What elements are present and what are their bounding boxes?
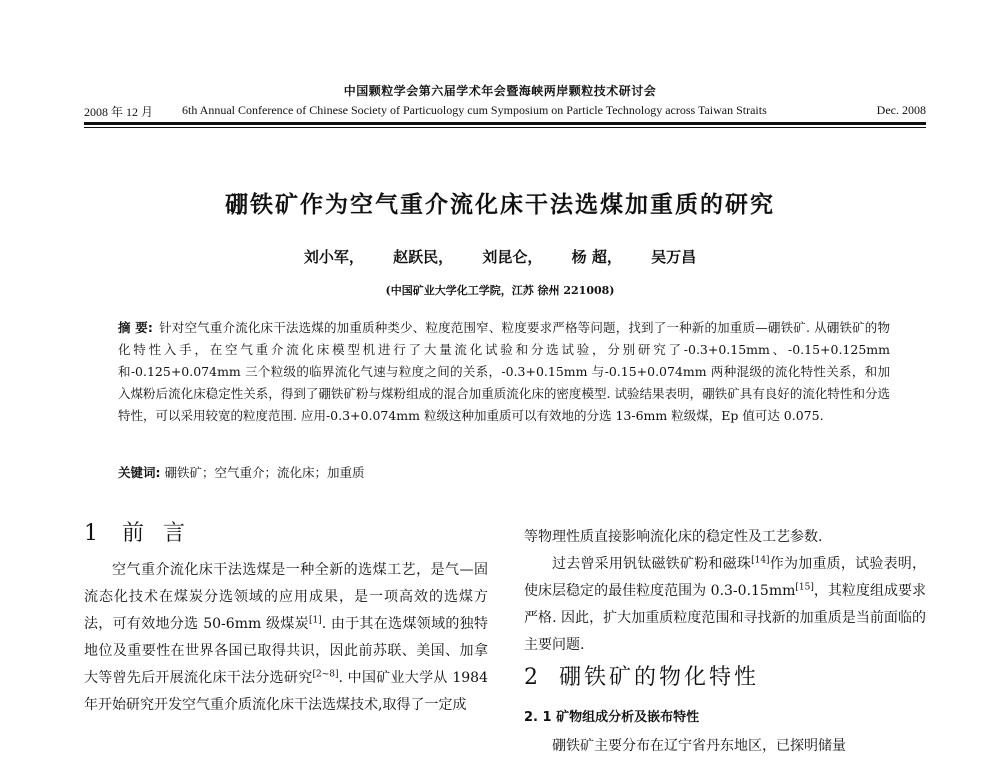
section-title: 硼铁矿的物化特性: [559, 665, 760, 690]
abstract: [118, 317, 890, 427]
text-run: . 中国矿业大学从 1984 年开始研究开发空气重介质流化床干法选煤技术,取得了一定成: [84, 670, 488, 713]
paragraph: 等物理性质直接影响流化床的稳定性及工艺参数.: [524, 529, 823, 545]
conference-title-cn: 中国颗粒学会第六届学术年会暨海峡两岸颗粒技术研讨会: [343, 84, 657, 98]
author: 吴万昌: [651, 248, 697, 266]
abstract-text: 针对空气重介流化床干法选煤的加重质种类少、粒度范围窄、粒度要求严格等问题，找到了一种新的加重质—硼铁矿. 从硼铁矿的物化特性入手，在空气重介流化床模型机进行了大量流化试验和分选试验，分别研究了-0.3+0.15mm、-0.15+0.125mm 和-0.125+0.074mm 三个粒级的临界流化气速与粒度之间的关系，-0.3+0.15mm 与-0.15+0.074mm 两种混级的流化特性关系，和加入煤粉后流化床稳定性关系，得到了硼铁矿粉与煤粉组成的混合加重质流化床的密度模型. 试验结果表明，硼铁矿具有良好的流化特性和分选特性，可以采用较宽的粒度范围. 应用-0.3+0.074mm 粒级这种加重质可以有效地的分选 13-6mm 粒级煤，Ep 值可达 0.075.: [118, 320, 890, 423]
keywords-label: 关键词:: [118, 465, 161, 480]
text-run: ，其粒度组成要求严格. 因此，扩大加重质粒度范围和寻找新的加重质是当前面临的主要问题.: [524, 583, 926, 653]
right-column: [524, 524, 926, 659]
subsection-heading: 2. 1 矿物组成分析及嵌布特性: [524, 710, 700, 725]
text-run: 过去曾采用钒钛磁铁矿粉和磁珠: [552, 556, 752, 572]
text-run: 空气重介流化床干法选煤是一种全新的选煤工艺，是气—固流态化技术在煤炭分选领域的应用成果，是一项高效的选煤方法，可有效地分选 50-6mm 级煤炭: [84, 562, 488, 632]
header-date-en: Dec. 2008: [876, 103, 926, 117]
citation: [1]: [308, 615, 322, 626]
section-number: 1: [84, 521, 104, 546]
text-run: 作为加重质，试验表明，使床层稳定的最佳粒度范围为 0.3-0.15mm: [524, 556, 927, 599]
paragraph: [524, 551, 926, 659]
header-rule-thin: [84, 127, 926, 128]
section-title: 前 言: [122, 521, 191, 546]
keywords-text: 硼铁矿；空气重介；流化床；加重质: [164, 465, 365, 480]
section-2-heading: [524, 660, 759, 691]
author: 杨 超，: [571, 248, 622, 266]
citation: [14]: [751, 555, 770, 566]
header-conference-en: 6th Annual Conference of Chinese Society of Particuology cum Symposium on Particle Technology across Taiwan Straits: [182, 103, 767, 117]
author: 赵跃民，: [393, 248, 454, 266]
author: 刘小军，: [303, 248, 364, 266]
text-run: . 由于其在选煤领域的独特地位及重要性在世界各国已取得共识，因此前苏联、美国、加拿大等曾先后开展流化床干法分选研究: [84, 616, 488, 686]
keywords: [118, 462, 890, 484]
paragraph: 硼铁矿主要分布在辽宁省丹东地区，已探明储量: [552, 738, 846, 754]
paragraph: [84, 557, 488, 719]
author-list: [0, 246, 1000, 267]
running-header: [84, 103, 926, 121]
header-date-cn: 2008 年 12 月: [84, 105, 154, 119]
author: 刘昆仑，: [482, 248, 543, 266]
abstract-label: 摘 要:: [118, 320, 153, 335]
section-1-heading: [84, 516, 191, 547]
left-column: [84, 557, 488, 719]
citation: [15]: [795, 582, 814, 593]
header-rule-thick: [84, 122, 926, 125]
affiliation: (中国矿业大学化工学院，江苏 徐州 221008): [385, 284, 615, 297]
section-number: 2: [524, 665, 541, 690]
paper-title: 硼铁矿作为空气重介流化床干法选煤加重质的研究: [225, 192, 775, 218]
citation: [2~8]: [312, 669, 339, 680]
